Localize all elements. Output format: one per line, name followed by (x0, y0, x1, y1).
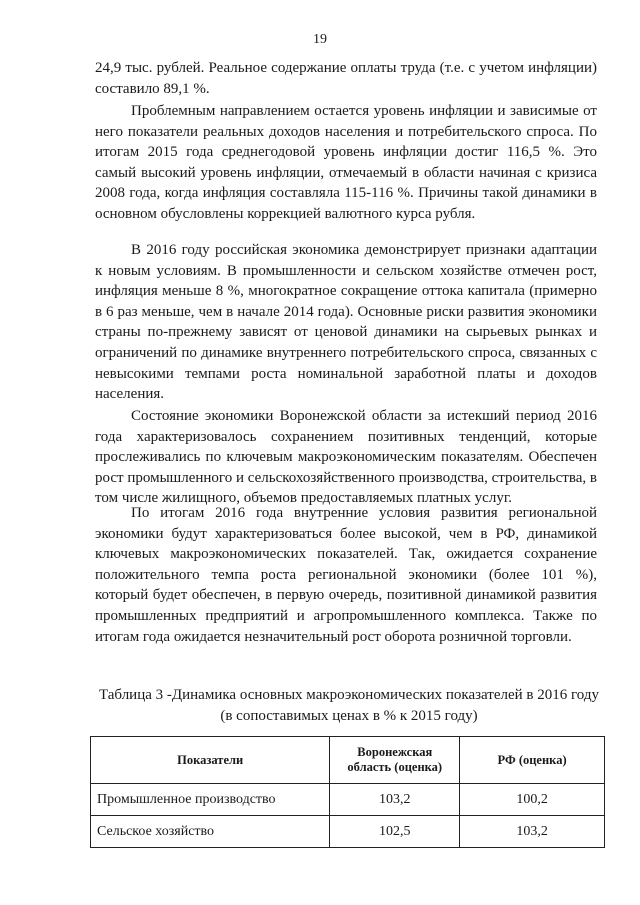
page-number: 19 (313, 32, 327, 47)
table-caption-line2: (в сопоставимых ценах в % к 2015 году) (220, 708, 478, 724)
paragraph-inflation: Проблемным направлением остается уровень инфляции и зависимые от него показатели реальных доходов населения и потребительского спроса. По итогам 2015 года среднегодовой уровень инфляции достиг 116,5 %. Это самый высокий уровень инфляции, отмечаемый в области начиная с кризиса 2008 года, когда инфляция составляла 115-116 %. Причины такой динамики в основном обусловлены коррекцией валютного курса рубля. (95, 103, 597, 222)
table-header-row (91, 737, 605, 784)
paragraph-wages: 24,9 тыс. рублей. Реальное содержание оплаты труда (т.е. с учетом инфляции) составило 89,1 %. (95, 60, 597, 97)
header-indicators: Показатели (91, 737, 330, 784)
paragraph-economy-2016: В 2016 году российская экономика демонстрирует признаки адаптации к новым условиям. В промышленности и сельском хозяйстве отмечен рост, инфляция меньше 8 %, многократное сокращение оттока капитала (примерно в 6 раз меньше, чем в начале 2014 года). Основные риски развития экономики страны по-прежнему зависят от ценовой динамики на сырьевых рынках и ограничений по динамике внутреннего потребительского спроса, связанных с невысокими темпами роста номинальной заработной платы и доходов населения. (95, 242, 597, 403)
header-rf: РФ (оценка) (460, 737, 605, 784)
cell-region-value: 103,2 (330, 784, 460, 816)
cell-region-value: 102,5 (330, 816, 460, 848)
cell-rf-value: 100,2 (460, 784, 605, 816)
header-voronezh: Воронежская область (оценка) (330, 737, 460, 784)
cell-indicator: Промышленное производство (91, 784, 330, 816)
table-caption-line1: Таблица 3 -Динамика основных макроэкономических показателей в 2016 году (98, 687, 599, 703)
paragraph-voronezh-state: Состояние экономики Воронежской области за истекший период 2016 года характеризовалось сохранением позитивных тенденций, которые прослеживались по ключевым макроэкономическим показателям. Обеспечен рост промышленного и сельскохозяйственного производства, строительства, в том числе жилищного, объемов предоставляемых платных услуг. (95, 408, 597, 507)
cell-rf-value: 103,2 (460, 816, 605, 848)
cell-indicator: Сельское хозяйство (91, 816, 330, 848)
table-caption (95, 685, 603, 727)
table-row (91, 784, 605, 816)
indicators-table (90, 736, 605, 848)
table-row (91, 816, 605, 848)
paragraph-regional-forecast: По итогам 2016 года внутренние условия развития региональной экономики будут характеризоваться более высокой, чем в РФ, динамикой ключевых макроэкономических показателей. Так, ожидается сохранение положительного темпа роста региональной экономики (более 101 %), который будет обеспечен, в первую очередь, позитивной динамикой развития промышленных предприятий и агропромышленного комплекса. Также по итогам года ожидается незначительный рост оборота розничной торговли. (95, 505, 597, 645)
